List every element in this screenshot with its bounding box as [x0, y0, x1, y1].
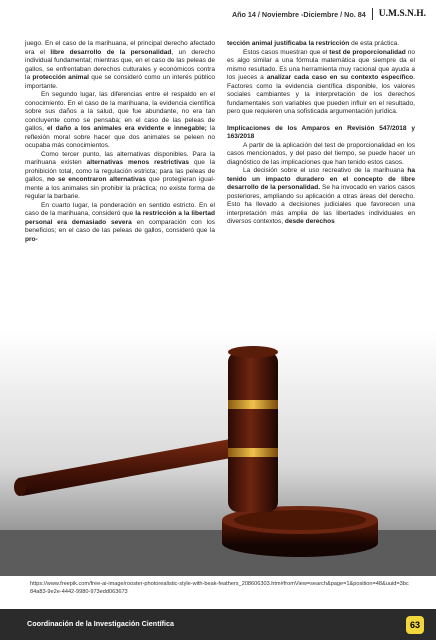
page-footer — [0, 609, 436, 640]
university-name: U.M.S.N.H. — [378, 9, 426, 19]
gavel-image — [0, 330, 436, 576]
page-number-badge: 63 — [406, 616, 424, 634]
page-header — [232, 6, 426, 22]
left-paragraph-4: En cuarto lugar, la ponderación en sentido estricto. En el caso de la marihuana, consideró que la restricción a la libertad personal era demasiado severa en comparación con los beneficios; en el caso de las peleas de gallos, consideró que la pro- — [25, 201, 215, 243]
footer-label: Coordinación de la Investigación Científica — [27, 619, 174, 628]
image-caption-url[interactable]: https://www.freepik.com/free-ai-image/rooster-photorealistic-style-with-beak-feathers_208606303.htm#fromView=search&page=1&position=48&uuid=3bc84a83-9e2e-4442-9980-973edd063673 — [30, 581, 409, 595]
section-heading: Implicaciones de los Amparos en Revisión 547/2018 y 163/2018 — [227, 124, 415, 140]
right-paragraph-1: tección animal justificaba la restricción de esta práctica. — [227, 40, 400, 47]
left-paragraph-3: Como tercer punto, las alternativas disponibles. Para la marihuana existen alternativas menos restrictivas que la prohibición total, como la regulación estricta; para las peleas de gallos, no se encontraron alternativas que protegieran igualmente a los animales sin prohibir la práctica; no existe forma de regular la barbarie. — [25, 150, 215, 200]
right-text-column — [227, 40, 415, 227]
right-paragraph-3: A partir de la aplicación del test de proporcionalidad en los casos mencionados, y del paso del tiempo, se puede hacer un diagnóstico de las implicaciones que han tenido estos casos. — [227, 141, 415, 166]
right-paragraph-4: La decisión sobre el uso recreativo de la marihuana ha tenido un impacto duradero en el concepto de libre desarrollo de la personalidad. Se ha invocado en varios casos posteriores, ampliando su aplicación a otras áreas del derecho. Esto ha llevado a decisiones judiciales que favorecen una interpretación más amplia de las libertades individuales en diversos contextos, desde derechos — [227, 167, 415, 225]
issue-info: Año 14 / Noviembre -Diciembre / No. 84 — [231, 9, 366, 19]
left-paragraph-2: En segundo lugar, las diferencias entre el respaldo en el conocimiento. En el caso de la marihuana, la evidencia científica sobre sus daños a la salud, que fue abundante, no era tan concluyente como se pensaba; en el caso de las peleas de gallos, el daño a los animales era evidente e innegable; la reflexión moral sobre hacer que dos animales se peleen no ocupaba más conocimientos. — [25, 91, 216, 149]
right-paragraph-2: Estos casos muestran que el test de proporcionalidad no es algo similar a una fórmula matemática que siempre da el mismo resultado. Es una herramienta muy racional que ayuda a los jueces a analizar cada caso en su contexto específico. Factores como la evidencia científica disponible, los valores sociales cambiantes y la interpretación de los derechos fundamentales son variables que pueden influir en el resultado, pero que requieren una sofisticada argumentación jurídica. — [227, 48, 415, 115]
left-text-column — [25, 40, 215, 244]
gavel-illustration — [0, 330, 436, 576]
header-divider — [372, 8, 373, 20]
left-paragraph-1: juego. En el caso de la marihuana, el principal derecho afectado era el libre desarrollo de la personalidad, un derecho individual fundamental; mientras que, en el caso de las peleas de gallos, se enfrentaban derechos culturales y económicos contra la protección animal que se consideró como un interés público importante. — [25, 40, 215, 90]
